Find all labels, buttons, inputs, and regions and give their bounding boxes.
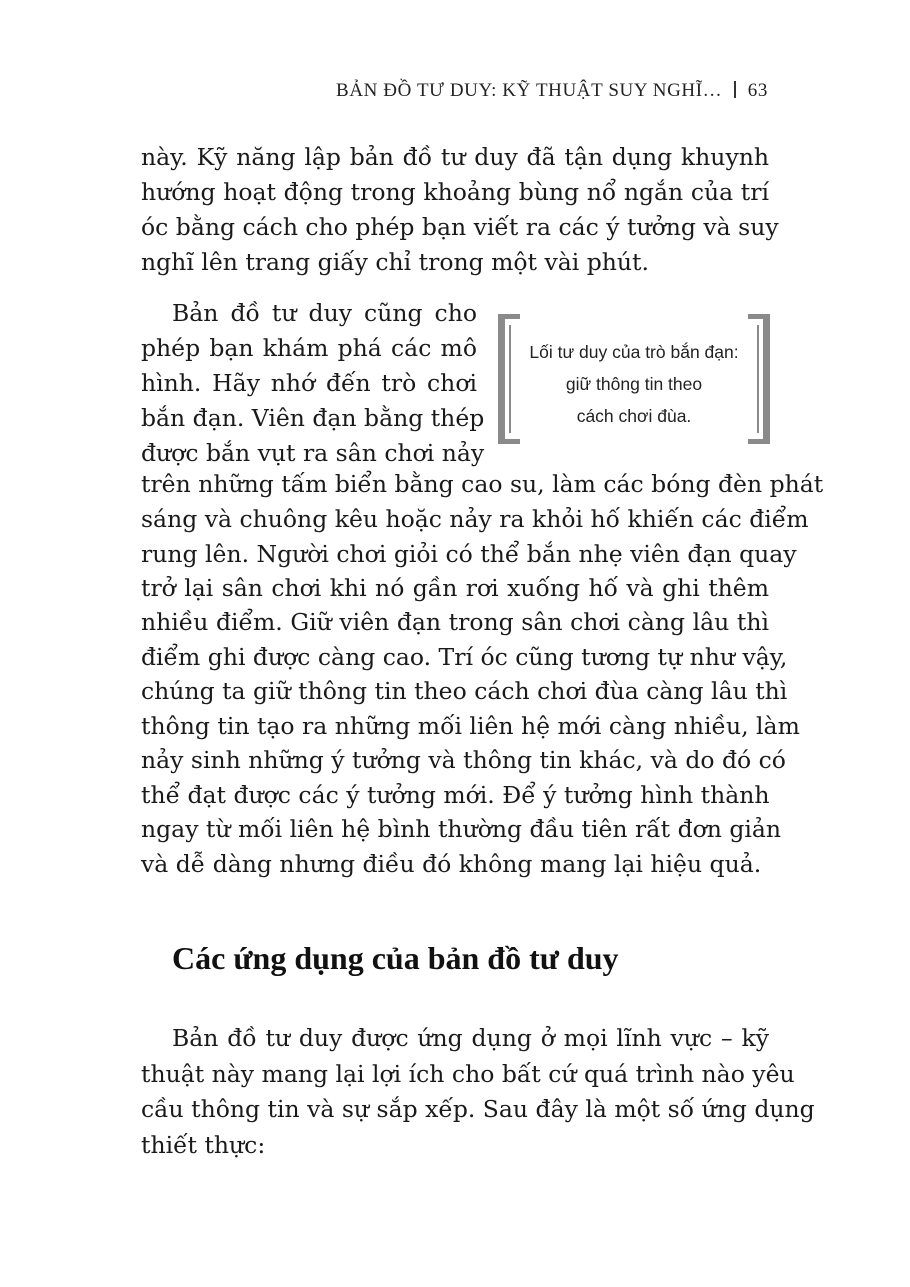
paragraph-line: thuật này mang lại lợi ích cho bất cứ quá trình nào yêu xyxy=(141,1060,795,1088)
paragraph-line: bắn đạn. Viên đạn bằng thép xyxy=(141,404,485,432)
pull-quote xyxy=(498,314,770,444)
pull-quote-line: Lối tư duy của trò bắn đạn: xyxy=(529,342,739,362)
section-heading: Các ứng dụng của bản đồ tư duy xyxy=(172,940,619,976)
paragraph-line: nhiều điểm. Giữ viên đạn trong sân chơi càng lâu thì xyxy=(141,608,769,636)
paragraph-line: trên những tấm biển bằng cao su, làm các bóng đèn phát xyxy=(141,470,824,498)
running-title: BẢN ĐỒ TƯ DUY: KỸ THUẬT SUY NGHĨ… xyxy=(336,80,723,101)
paragraph-line: hướng hoạt động trong khoảng bùng nổ ngắn của trí xyxy=(141,178,769,206)
paragraph-line: Bản đồ tư duy cũng cho xyxy=(172,299,477,327)
header-separator xyxy=(734,81,736,98)
paragraph-line: cầu thông tin và sự sắp xếp. Sau đây là một số ứng dụng xyxy=(141,1095,815,1123)
pull-quote-line: cách chơi đùa. xyxy=(576,406,692,426)
paragraph-line: phép bạn khám phá các mô xyxy=(141,334,477,362)
paragraph-line: thể đạt được các ý tưởng mới. Để ý tưởng hình thành xyxy=(141,781,770,809)
paragraph-line: trở lại sân chơi khi nó gần rơi xuống hố và ghi thêm xyxy=(141,574,769,602)
paragraph-line: óc bằng cách cho phép bạn viết ra các ý tưởng và suy xyxy=(141,213,779,241)
left-bracket-decoration xyxy=(498,314,520,444)
paragraph-line: ngay từ mối liên hệ bình thường đầu tiên rất đơn giản xyxy=(141,815,782,843)
paragraph-line: thiết thực: xyxy=(141,1131,266,1159)
paragraph-line: rung lên. Người chơi giỏi có thể bắn nhẹ viên đạn quay xyxy=(141,540,797,568)
paragraph-line: nảy sinh những ý tưởng và thông tin khác, và do đó có xyxy=(141,746,786,774)
right-bracket-decoration xyxy=(748,314,770,444)
paragraph-line: này. Kỹ năng lập bản đồ tư duy đã tận dụng khuynh xyxy=(141,143,769,171)
page-number: 63 xyxy=(747,80,768,101)
running-header xyxy=(336,80,768,102)
pull-quote-text xyxy=(520,336,748,432)
paragraph-line: Bản đồ tư duy được ứng dụng ở mọi lĩnh vực – kỹ xyxy=(172,1024,769,1052)
paragraph-line: sáng và chuông kêu hoặc nảy ra khỏi hố khiến các điểm xyxy=(141,505,809,533)
paragraph-line: thông tin tạo ra những mối liên hệ mới càng nhiều, làm xyxy=(141,712,800,740)
paragraph-line: hình. Hãy nhớ đến trò chơi xyxy=(141,369,477,397)
paragraph-line: và dễ dàng nhưng điều đó không mang lại hiệu quả. xyxy=(141,850,762,878)
paragraph-line: chúng ta giữ thông tin theo cách chơi đùa càng lâu thì xyxy=(141,677,788,705)
paragraph-line: được bắn vụt ra sân chơi nảy xyxy=(141,439,485,467)
paragraph-line: điểm ghi được càng cao. Trí óc cũng tương tự như vậy, xyxy=(141,643,788,671)
pull-quote-line: giữ thông tin theo xyxy=(565,374,703,394)
paragraph-line: nghĩ lên trang giấy chỉ trong một vài phút. xyxy=(141,248,649,276)
